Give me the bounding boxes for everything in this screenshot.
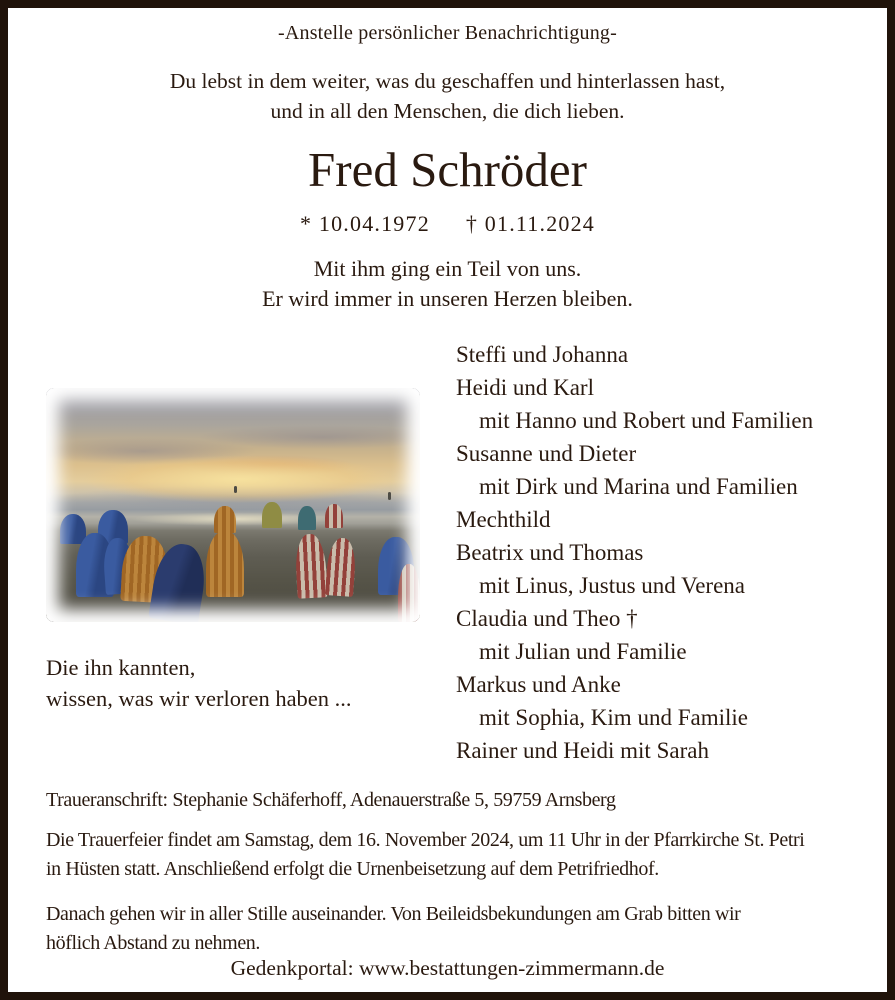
service-info — [46, 826, 804, 884]
beach-chair — [294, 533, 327, 598]
closing-note — [46, 900, 740, 958]
verse-line-2: Er wird immer in unseren Herzen bleiben. — [262, 286, 633, 311]
memorial-portal-url: Gedenkportal: www.bestattungen-zimmermann.de — [230, 956, 665, 980]
epigraph — [8, 66, 887, 126]
epigraph-line-1: Du lebst in dem weiter, was du geschaffen und hinterlassen hast, — [169, 69, 726, 93]
closing-line-1: Danach gehen wir in aller Stille auseinander. Von Beileidsbekundungen am Grab bitten wir — [46, 903, 741, 925]
mourner-line: mit Hanno und Robert und Familien — [479, 408, 814, 433]
deceased-name: Fred Schröder — [308, 142, 587, 197]
birth-date: * 10.04.1972 — [300, 211, 430, 236]
left-note-line-2: wissen, was wir verloren haben ... — [46, 686, 352, 711]
death-date: † 01.11.2024 — [465, 211, 595, 236]
beach-chair — [398, 564, 420, 622]
mourner-line: Markus und Anke — [456, 672, 621, 697]
mourner-line: mit Dirk und Marina und Familien — [479, 474, 798, 499]
beach-chair — [206, 531, 244, 597]
beach-chair — [325, 504, 343, 528]
distant-person — [234, 486, 237, 493]
distant-person — [388, 492, 391, 500]
beach-chair — [214, 506, 236, 533]
closing-line-2: höflich Abstand zu nehmen. — [46, 932, 260, 954]
life-dates — [8, 211, 887, 237]
mourner-line: mit Julian und Familie — [479, 639, 687, 664]
left-note — [46, 652, 352, 714]
epigraph-line-2: und in all den Menschen, die dich lieben. — [270, 99, 625, 123]
mourner-line: Rainer und Heidi mit Sarah — [456, 738, 709, 763]
verse — [8, 254, 887, 314]
mourning-address: Traueranschrift: Stephanie Schäferhoff, Adenauerstraße 5, 59759 Arnsberg — [46, 789, 616, 811]
left-note-line-1: Die ihn kannten, — [46, 655, 196, 680]
preline: -Anstelle persönlicher Benachrichtigung- — [278, 22, 617, 44]
mourner-line: Mechthild — [456, 507, 551, 532]
beach-sunset-photo — [46, 388, 420, 622]
mourner-line: Heidi und Karl — [456, 375, 594, 400]
mourner-line: Claudia und Theo † — [456, 606, 638, 631]
verse-line-1: Mit ihm ging ein Teil von uns. — [313, 256, 582, 281]
mourner-line: Beatrix und Thomas — [456, 540, 644, 565]
mourners-list — [456, 338, 813, 767]
mourner-line: Susanne und Dieter — [456, 441, 637, 466]
beach-chair — [325, 537, 357, 597]
service-line-2: in Hüsten statt. Anschließend erfolgt die Urnenbeisetzung auf dem Petrifriedhof. — [46, 858, 659, 880]
mourner-line: Steffi und Johanna — [456, 342, 629, 367]
mourner-line: mit Linus, Justus und Verena — [479, 573, 745, 598]
beach-chair — [298, 506, 316, 530]
beach-chair — [262, 502, 282, 528]
mourner-line: mit Sophia, Kim und Familie — [479, 705, 748, 730]
service-line-1: Die Trauerfeier findet am Samstag, dem 16. November 2024, um 11 Uhr in der Pfarrkirche St. Petri — [46, 829, 805, 851]
